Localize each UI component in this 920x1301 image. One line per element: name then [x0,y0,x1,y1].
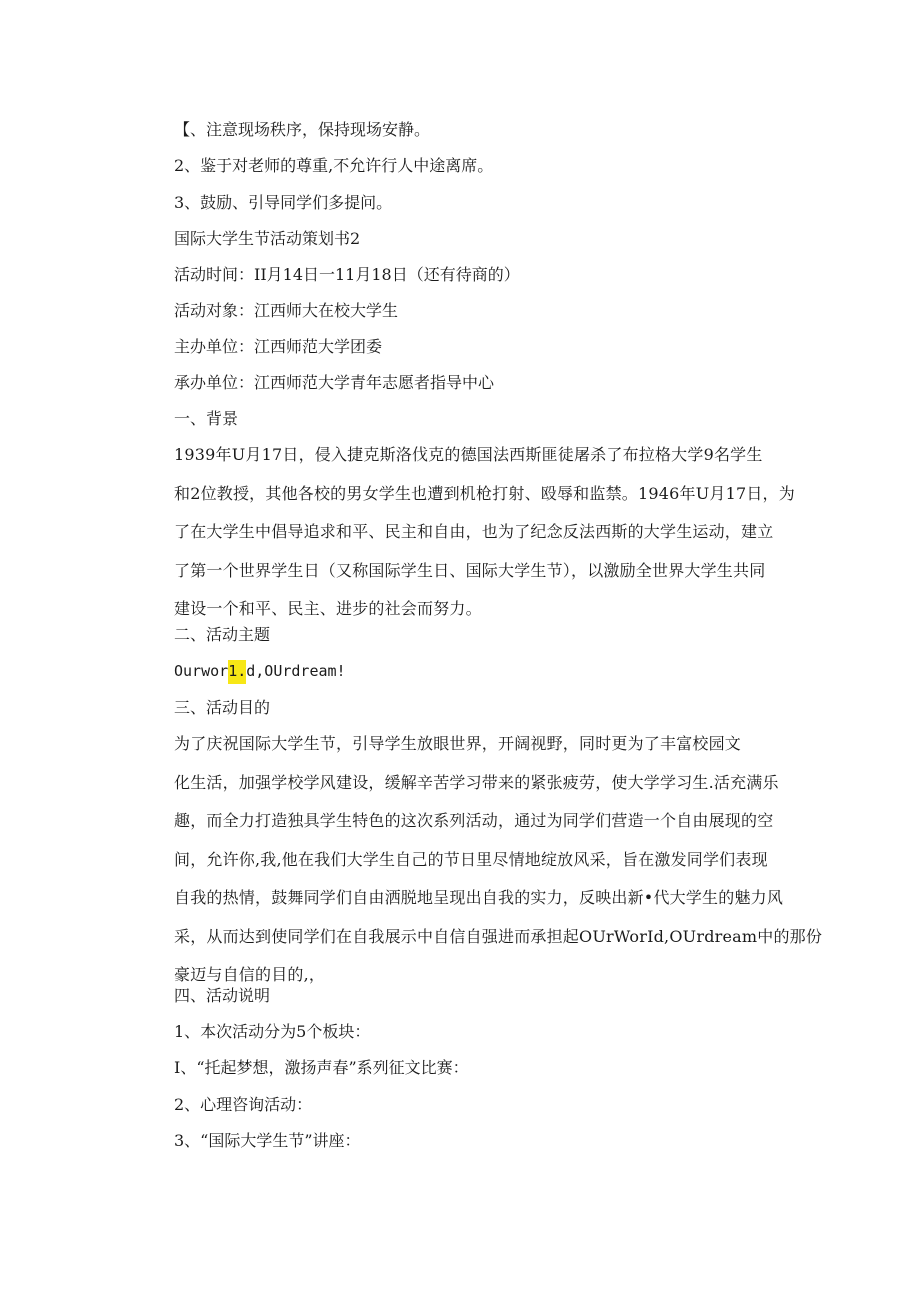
section-heading-background: 一、背景 [174,409,239,428]
goal-paragraph [174,725,823,995]
goal-line: 为了庆祝国际大学生节，引导学生放眼世界，开阔视野，同时更为了丰富校园文 [174,734,742,753]
background-line: 建设一个和平、民主、进步的社会而努力。 [174,599,482,618]
plan-title: 国际大学生节活动策划书2 [174,229,361,248]
background-paragraph [174,436,795,629]
description-item-1: 1、本次活动分为5个板块： [174,1022,371,1041]
theme-part-1: Ourwor [174,662,229,680]
background-line: 了第一个世界学生日（又称国际学生日、国际大学生节），以激励全世界大学生共同 [174,560,766,580]
background-line: 了在大学生中倡导追求和平、民主和自由，也为了纪念反法西斯的大学生运动，建立 [174,522,774,541]
section-heading-theme: 二、活动主题 [174,625,271,644]
goal-line: 化生活，加强学校学风建设，缓解辛苦学习带来的紧张疲劳，使大学学习生.活充满乐 [174,772,779,792]
theme-text [174,661,346,681]
goal-line: 趣，而全力打造独具学生特色的这次系列活动，通过为同学们营造一个自由展现的空 [174,811,774,830]
rule-item-3: 3、鼓励、引导同学们多提问。 [174,193,393,212]
goal-line: 豪迈与自信的目的,， [174,965,326,984]
co-organizer: 承办单位：江西师范大学青年志愿者指导中心 [174,373,495,392]
background-line: 和2位教授，其他各校的男女学生也遭到机枪打射、殴辱和监禁。1946年U月17日，为 [174,483,795,503]
rule-item-2: 2、鉴于对老师的尊重,不允许行人中途离席。 [174,156,494,175]
organizer: 主办单位：江西师范大学团委 [174,337,383,356]
section-heading-description: 四、活动说明 [174,986,271,1005]
description-item-4: 3、“国际大学生节”讲座： [174,1131,361,1150]
goal-line: 间，允许你,我,他在我们大学生自己的节日里尽情地绽放风采，旨在激发同学们表现 [174,849,768,869]
theme-highlight: 1. [228,660,246,684]
theme-part-2: d,OUrdream! [246,662,346,680]
background-line: 1939年U月17日，侵入捷克斯洛伐克的德国法西斯匪徒屠杀了布拉格大学9名学生 [174,445,763,464]
rule-item-1: 【、注意现场秩序，保持现场安静。 [174,120,431,139]
activity-time: 活动时间：II月14日一11月18日（还有待商的） [174,265,520,284]
description-item-2: I、“托起梦想，激扬声春”系列征文比赛： [174,1058,469,1077]
goal-line: 自我的热情，鼓舞同学们自由洒脱地呈现出自我的实力，反映出新•代大学生的魅力风 [174,888,784,907]
activity-target: 活动对象：江西师大在校大学生 [174,301,399,320]
goal-line: 采，从而达到使同学们在自我展示中自信自强进而承担起OUrWorId,OUrdream中的那份 [174,926,823,946]
description-item-3: 2、心理咨询活动： [174,1095,313,1114]
section-heading-goal: 三、活动目的 [174,698,271,717]
